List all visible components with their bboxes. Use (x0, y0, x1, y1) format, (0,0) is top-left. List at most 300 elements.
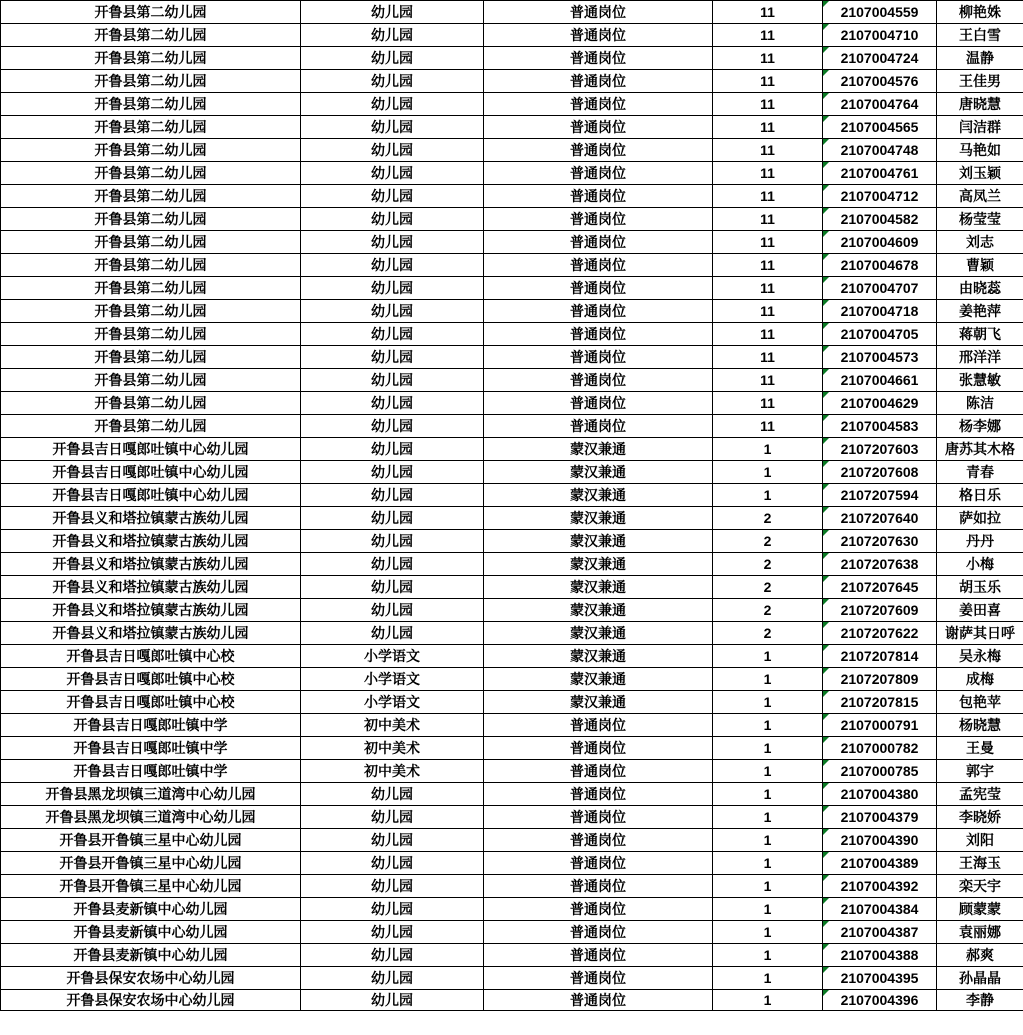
cell-number: 11 (713, 116, 823, 139)
cell-number: 2 (713, 599, 823, 622)
cell-subject: 幼儿园 (301, 231, 484, 254)
table-row (1, 415, 1023, 438)
cell-subject: 幼儿园 (301, 852, 484, 875)
cell-number: 1 (713, 484, 823, 507)
cell-number: 1 (713, 875, 823, 898)
cell-name: 吴永梅 (937, 645, 1023, 668)
cell-number: 1 (713, 806, 823, 829)
cell-id: 2107207608 (823, 461, 937, 484)
cell-type: 普通岗位 (484, 898, 713, 921)
table-row (1, 967, 1023, 990)
cell-number: 1 (713, 921, 823, 944)
cell-id: 2107004388 (823, 944, 937, 967)
cell-subject: 幼儿园 (301, 783, 484, 806)
cell-name: 杨李娜 (937, 415, 1023, 438)
cell-unit: 开鲁县第二幼儿园 (1, 162, 301, 185)
cell-name: 曹颖 (937, 254, 1023, 277)
cell-type: 普通岗位 (484, 93, 713, 116)
cell-unit: 开鲁县义和塔拉镇蒙古族幼儿园 (1, 599, 301, 622)
cell-name: 王海玉 (937, 852, 1023, 875)
cell-unit: 开鲁县吉日嘎郎吐镇中心幼儿园 (1, 484, 301, 507)
cell-subject: 幼儿园 (301, 438, 484, 461)
cell-type: 普通岗位 (484, 737, 713, 760)
cell-number: 1 (713, 461, 823, 484)
cell-subject: 幼儿园 (301, 116, 484, 139)
cell-unit: 开鲁县吉日嘎郎吐镇中学 (1, 737, 301, 760)
table-row (1, 829, 1023, 852)
cell-id: 2107004387 (823, 921, 937, 944)
cell-unit: 开鲁县第二幼儿园 (1, 231, 301, 254)
table-row (1, 576, 1023, 599)
cell-unit: 开鲁县第二幼儿园 (1, 70, 301, 93)
cell-type: 普通岗位 (484, 139, 713, 162)
cell-type: 普通岗位 (484, 47, 713, 70)
cell-id: 2107004724 (823, 47, 937, 70)
cell-type: 蒙汉兼通 (484, 576, 713, 599)
cell-id: 2107004559 (823, 1, 937, 24)
cell-type: 普通岗位 (484, 162, 713, 185)
cell-name: 王白雪 (937, 24, 1023, 47)
cell-number: 11 (713, 70, 823, 93)
cell-name: 柳艳姝 (937, 1, 1023, 24)
cell-name: 李静 (937, 990, 1023, 1011)
cell-subject: 幼儿园 (301, 24, 484, 47)
cell-number: 11 (713, 300, 823, 323)
cell-subject: 初中美术 (301, 737, 484, 760)
cell-name: 顾蒙蒙 (937, 898, 1023, 921)
cell-name: 王佳男 (937, 70, 1023, 93)
cell-subject: 幼儿园 (301, 208, 484, 231)
cell-name: 格日乐 (937, 484, 1023, 507)
cell-id: 2107004705 (823, 323, 937, 346)
cell-type: 普通岗位 (484, 24, 713, 47)
cell-unit: 开鲁县第二幼儿园 (1, 116, 301, 139)
cell-name: 高凤兰 (937, 185, 1023, 208)
cell-number: 2 (713, 553, 823, 576)
cell-id: 2107004761 (823, 162, 937, 185)
cell-subject: 幼儿园 (301, 576, 484, 599)
cell-unit: 开鲁县保安农场中心幼儿园 (1, 967, 301, 990)
cell-subject: 幼儿园 (301, 139, 484, 162)
cell-unit: 开鲁县义和塔拉镇蒙古族幼儿园 (1, 530, 301, 553)
cell-type: 普通岗位 (484, 369, 713, 392)
cell-id: 2107000791 (823, 714, 937, 737)
cell-subject: 幼儿园 (301, 921, 484, 944)
cell-subject: 幼儿园 (301, 70, 484, 93)
cell-number: 11 (713, 346, 823, 369)
table-row (1, 622, 1023, 645)
table-row (1, 990, 1023, 1011)
cell-subject: 幼儿园 (301, 47, 484, 70)
cell-id: 2107207594 (823, 484, 937, 507)
cell-type: 普通岗位 (484, 829, 713, 852)
cell-subject: 幼儿园 (301, 185, 484, 208)
cell-unit: 开鲁县保安农场中心幼儿园 (1, 990, 301, 1011)
cell-type: 普通岗位 (484, 415, 713, 438)
cell-name: 王曼 (937, 737, 1023, 760)
table-row (1, 24, 1023, 47)
cell-number: 2 (713, 530, 823, 553)
cell-subject: 幼儿园 (301, 875, 484, 898)
cell-id: 2107004379 (823, 806, 937, 829)
table-row (1, 300, 1023, 323)
table-row (1, 116, 1023, 139)
cell-name: 郭宇 (937, 760, 1023, 783)
cell-number: 11 (713, 277, 823, 300)
cell-name: 刘阳 (937, 829, 1023, 852)
cell-id: 2107004565 (823, 116, 937, 139)
cell-unit: 开鲁县第二幼儿园 (1, 139, 301, 162)
cell-number: 1 (713, 714, 823, 737)
cell-id: 2107004389 (823, 852, 937, 875)
table-row (1, 208, 1023, 231)
cell-type: 普通岗位 (484, 277, 713, 300)
cell-id: 2107004583 (823, 415, 937, 438)
cell-id: 2107004764 (823, 93, 937, 116)
cell-type: 普通岗位 (484, 921, 713, 944)
cell-subject: 幼儿园 (301, 162, 484, 185)
cell-id: 2107004748 (823, 139, 937, 162)
cell-subject: 幼儿园 (301, 323, 484, 346)
cell-type: 普通岗位 (484, 852, 713, 875)
cell-name: 萨如拉 (937, 507, 1023, 530)
cell-id: 2107207645 (823, 576, 937, 599)
cell-name: 邢洋洋 (937, 346, 1023, 369)
cell-id: 2107004678 (823, 254, 937, 277)
cell-name: 孙晶晶 (937, 967, 1023, 990)
cell-name: 包艳苹 (937, 691, 1023, 714)
cell-name: 郝爽 (937, 944, 1023, 967)
cell-id: 2107004396 (823, 990, 937, 1011)
table-row (1, 346, 1023, 369)
cell-number: 11 (713, 93, 823, 116)
table-row (1, 875, 1023, 898)
cell-name: 孟宪莹 (937, 783, 1023, 806)
cell-id: 2107207809 (823, 668, 937, 691)
cell-unit: 开鲁县开鲁镇三星中心幼儿园 (1, 875, 301, 898)
cell-number: 1 (713, 944, 823, 967)
cell-id: 2107004576 (823, 70, 937, 93)
table-row (1, 484, 1023, 507)
cell-number: 11 (713, 1, 823, 24)
cell-unit: 开鲁县第二幼儿园 (1, 415, 301, 438)
cell-type: 蒙汉兼通 (484, 622, 713, 645)
cell-type: 普通岗位 (484, 1, 713, 24)
cell-unit: 开鲁县开鲁镇三星中心幼儿园 (1, 852, 301, 875)
cell-subject: 幼儿园 (301, 415, 484, 438)
cell-name: 蒋朝飞 (937, 323, 1023, 346)
cell-id: 2107004710 (823, 24, 937, 47)
table-row (1, 645, 1023, 668)
cell-subject: 幼儿园 (301, 990, 484, 1011)
cell-id: 2107004390 (823, 829, 937, 852)
table-row (1, 392, 1023, 415)
cell-name: 刘志 (937, 231, 1023, 254)
cell-unit: 开鲁县吉日嘎郎吐镇中心幼儿园 (1, 438, 301, 461)
cell-number: 1 (713, 990, 823, 1011)
cell-name: 栾天宇 (937, 875, 1023, 898)
cell-number: 11 (713, 231, 823, 254)
cell-unit: 开鲁县第二幼儿园 (1, 323, 301, 346)
cell-id: 2107207815 (823, 691, 937, 714)
cell-id: 2107207603 (823, 438, 937, 461)
cell-id: 2107207622 (823, 622, 937, 645)
table-row (1, 668, 1023, 691)
table-row (1, 944, 1023, 967)
cell-type: 普通岗位 (484, 714, 713, 737)
cell-id: 2107004392 (823, 875, 937, 898)
cell-id: 2107004384 (823, 898, 937, 921)
cell-subject: 幼儿园 (301, 93, 484, 116)
cell-subject: 幼儿园 (301, 622, 484, 645)
cell-subject: 幼儿园 (301, 507, 484, 530)
cell-subject: 幼儿园 (301, 346, 484, 369)
table-row (1, 507, 1023, 530)
cell-id: 2107207630 (823, 530, 937, 553)
cell-number: 2 (713, 622, 823, 645)
cell-unit: 开鲁县第二幼儿园 (1, 346, 301, 369)
cell-unit: 开鲁县麦新镇中心幼儿园 (1, 921, 301, 944)
cell-id: 2107004661 (823, 369, 937, 392)
cell-id: 2107004609 (823, 231, 937, 254)
cell-name: 陈洁 (937, 392, 1023, 415)
table-row (1, 185, 1023, 208)
cell-number: 11 (713, 139, 823, 162)
table-row (1, 438, 1023, 461)
cell-subject: 幼儿园 (301, 829, 484, 852)
cell-unit: 开鲁县第二幼儿园 (1, 277, 301, 300)
cell-number: 1 (713, 783, 823, 806)
cell-unit: 开鲁县黑龙坝镇三道湾中心幼儿园 (1, 806, 301, 829)
cell-unit: 开鲁县第二幼儿园 (1, 392, 301, 415)
cell-unit: 开鲁县义和塔拉镇蒙古族幼儿园 (1, 622, 301, 645)
cell-number: 11 (713, 162, 823, 185)
cell-number: 1 (713, 967, 823, 990)
table-row (1, 277, 1023, 300)
cell-unit: 开鲁县吉日嘎郎吐镇中心校 (1, 645, 301, 668)
cell-type: 普通岗位 (484, 806, 713, 829)
table-row (1, 783, 1023, 806)
table-row (1, 323, 1023, 346)
cell-type: 普通岗位 (484, 208, 713, 231)
cell-unit: 开鲁县吉日嘎郎吐镇中心幼儿园 (1, 461, 301, 484)
cell-type: 普通岗位 (484, 70, 713, 93)
cell-name: 张慧敏 (937, 369, 1023, 392)
cell-number: 1 (713, 668, 823, 691)
cell-number: 11 (713, 415, 823, 438)
cell-unit: 开鲁县第二幼儿园 (1, 93, 301, 116)
cell-number: 11 (713, 369, 823, 392)
cell-subject: 初中美术 (301, 714, 484, 737)
cell-name: 刘玉颖 (937, 162, 1023, 185)
cell-id: 2107004718 (823, 300, 937, 323)
cell-name: 姜艳萍 (937, 300, 1023, 323)
cell-type: 普通岗位 (484, 990, 713, 1011)
cell-unit: 开鲁县第二幼儿园 (1, 24, 301, 47)
cell-number: 11 (713, 208, 823, 231)
cell-name: 丹丹 (937, 530, 1023, 553)
cell-type: 普通岗位 (484, 185, 713, 208)
cell-unit: 开鲁县黑龙坝镇三道湾中心幼儿园 (1, 783, 301, 806)
cell-number: 1 (713, 645, 823, 668)
cell-type: 蒙汉兼通 (484, 484, 713, 507)
cell-type: 蒙汉兼通 (484, 507, 713, 530)
cell-number: 11 (713, 392, 823, 415)
table-row (1, 852, 1023, 875)
cell-type: 普通岗位 (484, 300, 713, 323)
table-row (1, 806, 1023, 829)
cell-unit: 开鲁县义和塔拉镇蒙古族幼儿园 (1, 553, 301, 576)
cell-type: 普通岗位 (484, 783, 713, 806)
cell-unit: 开鲁县吉日嘎郎吐镇中学 (1, 760, 301, 783)
cell-unit: 开鲁县第二幼儿园 (1, 47, 301, 70)
cell-number: 1 (713, 829, 823, 852)
cell-id: 2107004582 (823, 208, 937, 231)
cell-number: 2 (713, 576, 823, 599)
cell-unit: 开鲁县第二幼儿园 (1, 369, 301, 392)
cell-number: 11 (713, 47, 823, 70)
table-row (1, 254, 1023, 277)
cell-type: 普通岗位 (484, 967, 713, 990)
cell-unit: 开鲁县麦新镇中心幼儿园 (1, 944, 301, 967)
cell-type: 蒙汉兼通 (484, 530, 713, 553)
cell-subject: 幼儿园 (301, 898, 484, 921)
cell-subject: 幼儿园 (301, 484, 484, 507)
cell-subject: 幼儿园 (301, 277, 484, 300)
cell-unit: 开鲁县义和塔拉镇蒙古族幼儿园 (1, 507, 301, 530)
cell-name: 唐晓慧 (937, 93, 1023, 116)
cell-type: 普通岗位 (484, 254, 713, 277)
cell-type: 普通岗位 (484, 392, 713, 415)
table-row (1, 691, 1023, 714)
table-row (1, 162, 1023, 185)
cell-number: 2 (713, 507, 823, 530)
cell-name: 谢萨其日呼 (937, 622, 1023, 645)
table-row (1, 553, 1023, 576)
cell-name: 胡玉乐 (937, 576, 1023, 599)
cell-id: 2107207609 (823, 599, 937, 622)
cell-subject: 幼儿园 (301, 369, 484, 392)
cell-name: 杨莹莹 (937, 208, 1023, 231)
table-row (1, 599, 1023, 622)
cell-name: 唐苏其木格 (937, 438, 1023, 461)
cell-subject: 小学语文 (301, 668, 484, 691)
cell-type: 蒙汉兼通 (484, 599, 713, 622)
cell-name: 袁丽娜 (937, 921, 1023, 944)
table-row (1, 461, 1023, 484)
table-row (1, 898, 1023, 921)
cell-name: 小梅 (937, 553, 1023, 576)
cell-unit: 开鲁县第二幼儿园 (1, 254, 301, 277)
cell-subject: 幼儿园 (301, 461, 484, 484)
cell-number: 1 (713, 438, 823, 461)
cell-subject: 幼儿园 (301, 967, 484, 990)
cell-unit: 开鲁县义和塔拉镇蒙古族幼儿园 (1, 576, 301, 599)
cell-name: 杨晓慧 (937, 714, 1023, 737)
cell-id: 2107004395 (823, 967, 937, 990)
cell-type: 蒙汉兼通 (484, 461, 713, 484)
cell-subject: 小学语文 (301, 691, 484, 714)
cell-type: 蒙汉兼通 (484, 645, 713, 668)
cell-unit: 开鲁县第二幼儿园 (1, 300, 301, 323)
table-row (1, 760, 1023, 783)
cell-subject: 幼儿园 (301, 254, 484, 277)
table-row (1, 714, 1023, 737)
cell-name: 马艳如 (937, 139, 1023, 162)
cell-name: 温静 (937, 47, 1023, 70)
cell-name: 青春 (937, 461, 1023, 484)
table-row (1, 530, 1023, 553)
cell-number: 11 (713, 185, 823, 208)
cell-number: 11 (713, 254, 823, 277)
table-row (1, 139, 1023, 162)
cell-id: 2107000785 (823, 760, 937, 783)
table-row (1, 70, 1023, 93)
table-row (1, 93, 1023, 116)
cell-id: 2107004573 (823, 346, 937, 369)
cell-type: 蒙汉兼通 (484, 668, 713, 691)
cell-id: 2107004707 (823, 277, 937, 300)
cell-subject: 幼儿园 (301, 599, 484, 622)
cell-type: 普通岗位 (484, 875, 713, 898)
cell-unit: 开鲁县开鲁镇三星中心幼儿园 (1, 829, 301, 852)
table-row (1, 1, 1023, 24)
cell-type: 普通岗位 (484, 944, 713, 967)
cell-name: 成梅 (937, 668, 1023, 691)
cell-unit: 开鲁县吉日嘎郎吐镇中心校 (1, 691, 301, 714)
cell-type: 普通岗位 (484, 346, 713, 369)
cell-id: 2107004629 (823, 392, 937, 415)
cell-type: 普通岗位 (484, 116, 713, 139)
cell-unit: 开鲁县第二幼儿园 (1, 1, 301, 24)
cell-name: 姜田喜 (937, 599, 1023, 622)
cell-type: 蒙汉兼通 (484, 438, 713, 461)
cell-number: 1 (713, 760, 823, 783)
cell-id: 2107000782 (823, 737, 937, 760)
cell-id: 2107004380 (823, 783, 937, 806)
cell-name: 由晓蕊 (937, 277, 1023, 300)
cell-unit: 开鲁县吉日嘎郎吐镇中心校 (1, 668, 301, 691)
cell-subject: 幼儿园 (301, 530, 484, 553)
cell-type: 蒙汉兼通 (484, 691, 713, 714)
cell-unit: 开鲁县第二幼儿园 (1, 208, 301, 231)
cell-id: 2107004712 (823, 185, 937, 208)
table-row (1, 231, 1023, 254)
cell-unit: 开鲁县吉日嘎郎吐镇中学 (1, 714, 301, 737)
cell-type: 蒙汉兼通 (484, 553, 713, 576)
cell-number: 11 (713, 323, 823, 346)
table-row (1, 921, 1023, 944)
cell-number: 1 (713, 898, 823, 921)
cell-id: 2107207638 (823, 553, 937, 576)
table-row (1, 47, 1023, 70)
cell-id: 2107207814 (823, 645, 937, 668)
cell-subject: 小学语文 (301, 645, 484, 668)
cell-subject: 初中美术 (301, 760, 484, 783)
cell-unit: 开鲁县麦新镇中心幼儿园 (1, 898, 301, 921)
table-body (1, 1, 1023, 1011)
cell-subject: 幼儿园 (301, 944, 484, 967)
cell-number: 1 (713, 691, 823, 714)
cell-type: 普通岗位 (484, 760, 713, 783)
table-row (1, 369, 1023, 392)
cell-number: 11 (713, 24, 823, 47)
cell-subject: 幼儿园 (301, 553, 484, 576)
cell-subject: 幼儿园 (301, 392, 484, 415)
cell-subject: 幼儿园 (301, 806, 484, 829)
cell-subject: 幼儿园 (301, 300, 484, 323)
cell-unit: 开鲁县第二幼儿园 (1, 185, 301, 208)
